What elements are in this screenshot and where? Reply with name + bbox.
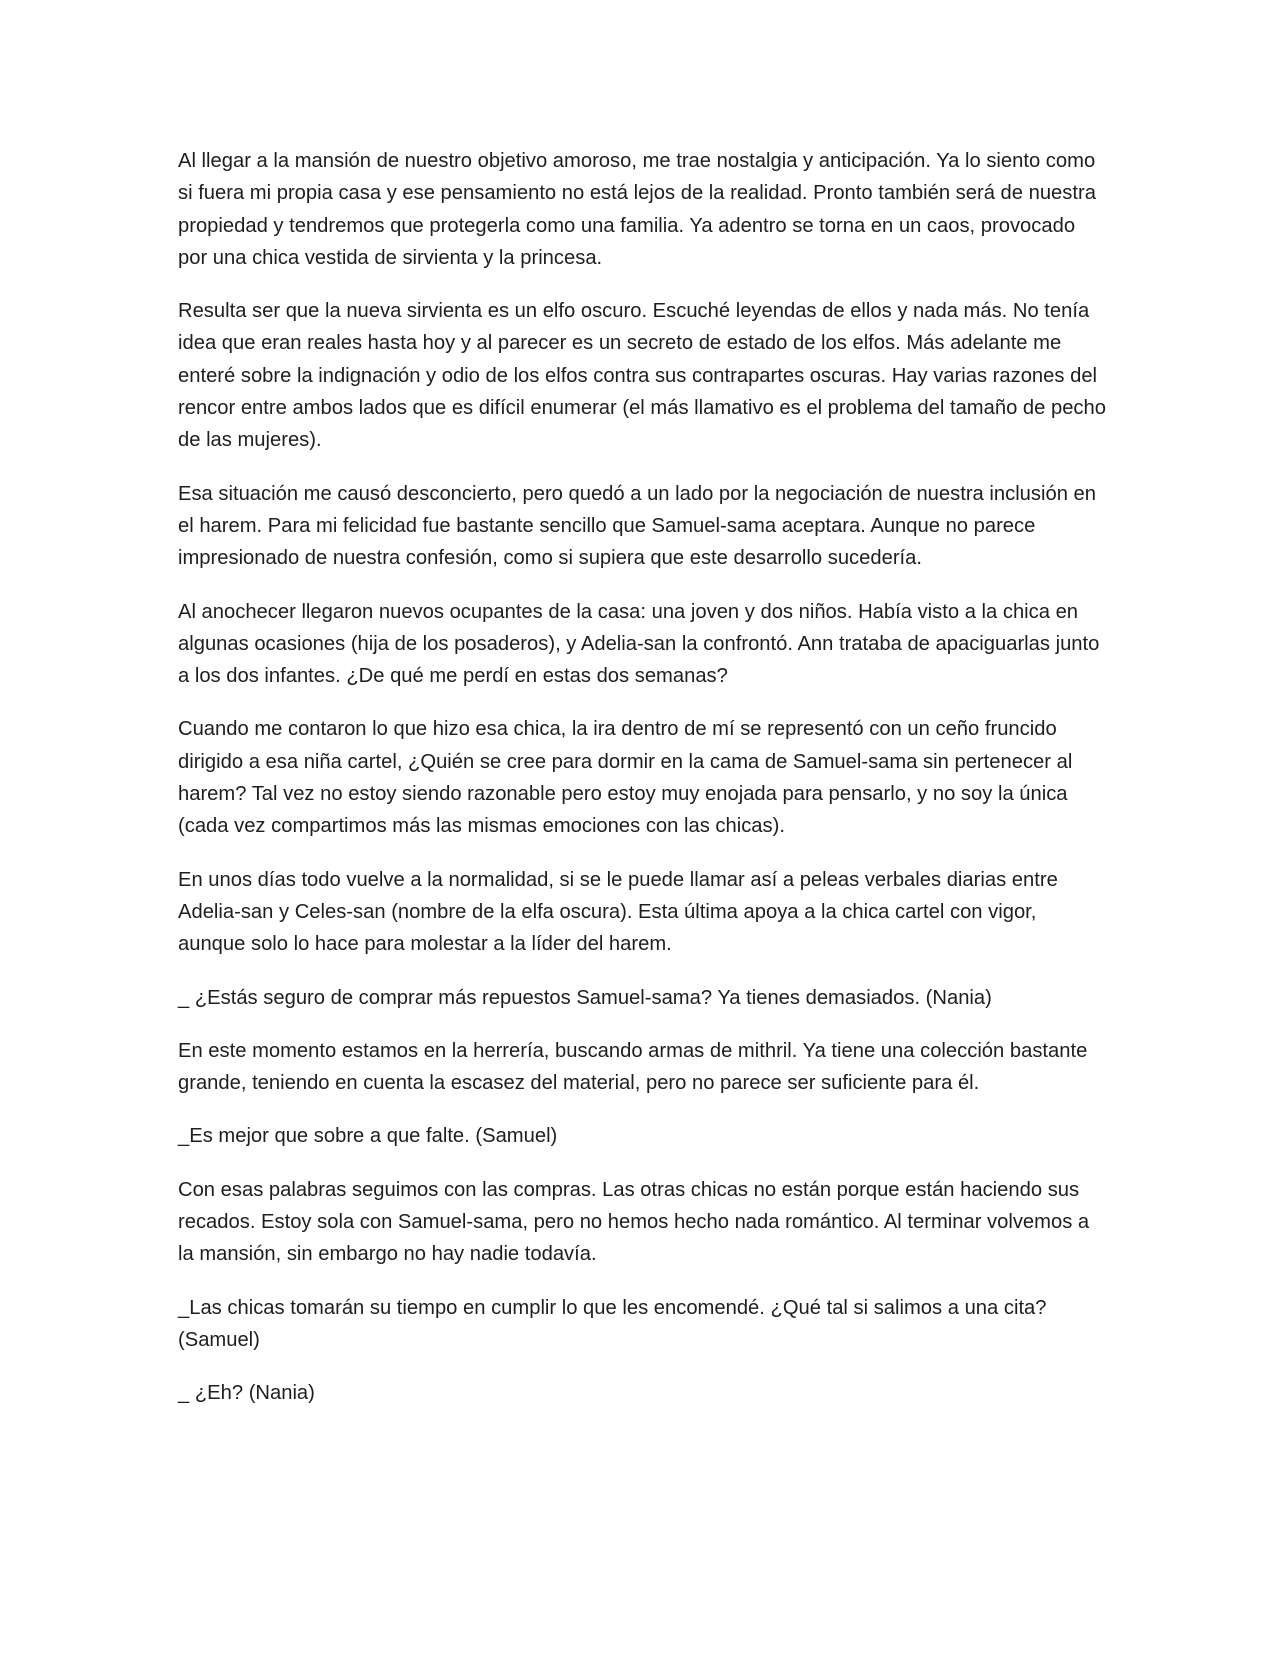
dialogue-line-3: _Las chicas tomarán su tiempo en cumplir lo que les encomendé. ¿Qué tal si salimos a una cita? (Samuel) — [178, 1296, 1047, 1351]
paragraph-3: Esa situación me causó desconcierto, pero quedó a un lado por la negociación de nuestra inclusión en el harem. Para mi felicidad fue bastante sencillo que Samuel-sama aceptara. Aunque no parece impresionado de nuestra confesión, como si supiera que este desarrollo sucedería. — [178, 482, 1097, 570]
paragraph-8: Con esas palabras seguimos con las compras. Las otras chicas no están porque están haciendo sus recados. Estoy sola con Samuel-sama, pero no hemos hecho nada romántico. Al terminar volvemos a la mansión, sin embargo no hay nadie todavía. — [178, 1178, 1090, 1266]
paragraph-5: Cuando me contaron lo que hizo esa chica, la ira dentro de mí se representó con un ceño fruncido dirigido a esa niña cartel, ¿Quién se cree para dormir en la cama de Samuel-sama sin pertenecer al harem? Tal vez no estoy siendo razonable pero estoy muy enojada para pensarlo, y no soy la única (cada vez compartimos más las mismas emociones con las chicas). — [178, 718, 1073, 838]
paragraph-6: En unos días todo vuelve a la normalidad, si se le puede llamar así a peleas verbales diarias entre Adelia-san y Celes-san (nombre de la elfa oscura). Esta última apoya a la chica cartel con vigor, aunque solo lo hace para molestar a la líder del harem. — [178, 868, 1058, 956]
dialogue-line-1: _ ¿Estás seguro de comprar más repuestos Samuel-sama? Ya tienes demasiados. (Nania) — [178, 986, 992, 1009]
paragraph-4: Al anochecer llegaron nuevos ocupantes de la casa: una joven y dos niños. Había visto a la chica en algunas ocasiones (hija de los posaderos), y Adelia-san la confrontó. Ann trataba de apaciguarlas junto a los dos infantes. ¿De qué me perdí en estas dos semanas? — [178, 600, 1100, 688]
document-body — [178, 145, 1108, 1431]
paragraph-1: Al llegar a la mansión de nuestro objetivo amoroso, me trae nostalgia y anticipación. Ya lo siento como si fuera mi propia casa y ese pensamiento no está lejos de la realidad. Pronto también será de nuestra propiedad y tendremos que protegerla como una familia. Ya adentro se torna en un caos, provocado por una chica vestida de sirvienta y la princesa. — [178, 150, 1096, 269]
paragraph-2: Resulta ser que la nueva sirvienta es un elfo oscuro. Escuché leyendas de ellos y nada más. No tenía idea que eran reales hasta hoy y al parecer es un secreto de estado de los elfos. Más adelante me enteré sobre la indignación y odio de los elfos contra sus contrapartes oscuras. Hay varias razones del rencor entre ambos lados que es difícil enumerar (el más llamativo es el problema del tamaño de pecho de las mujeres). — [178, 300, 1106, 452]
dialogue-line-2: _Es mejor que sobre a que falte. (Samuel) — [178, 1125, 558, 1148]
dialogue-line-4: _ ¿Eh? (Nania) — [178, 1382, 315, 1405]
paragraph-7: En este momento estamos en la herrería, buscando armas de mithril. Ya tiene una colección bastante grande, teniendo en cuenta la escasez del material, pero no parece ser suficiente para él. — [178, 1039, 1088, 1095]
